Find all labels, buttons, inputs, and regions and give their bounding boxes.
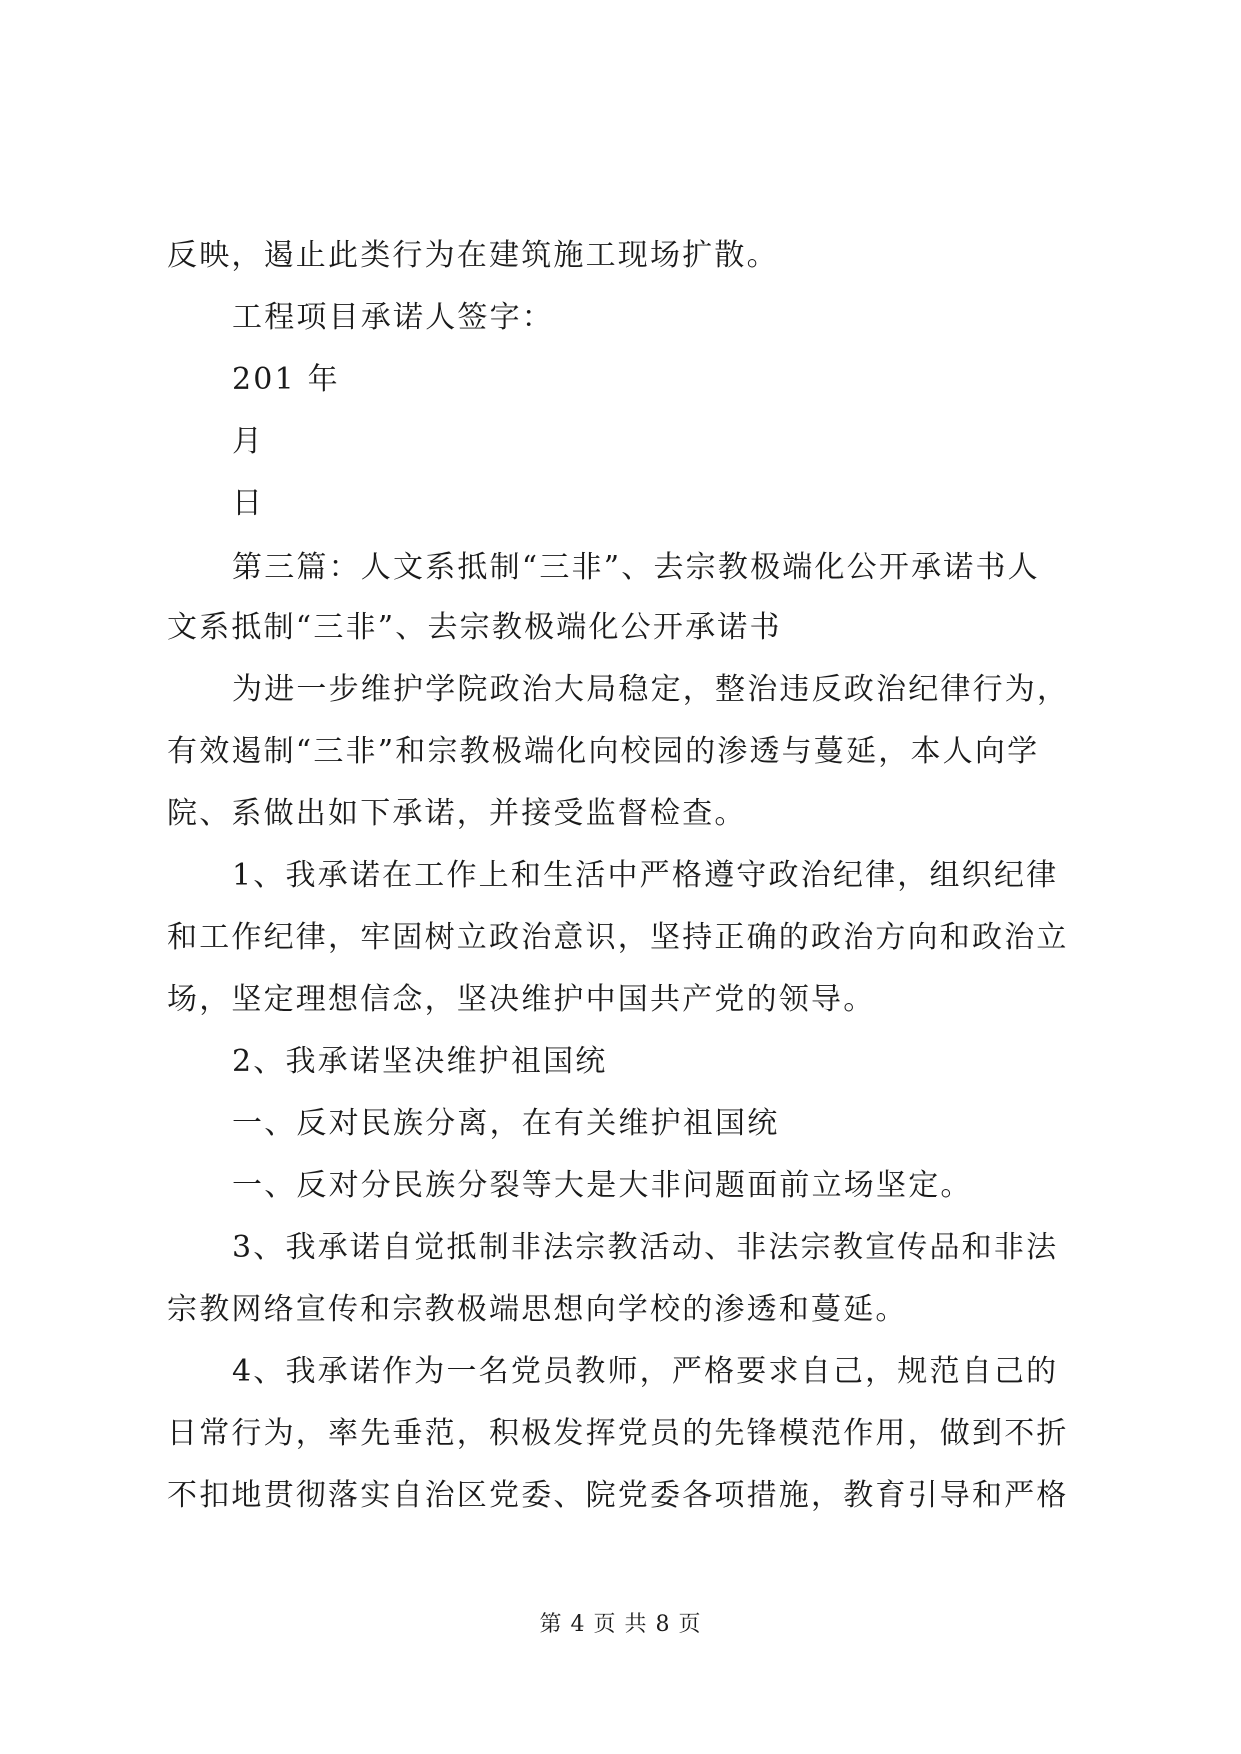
- date-month: 月: [232, 424, 265, 459]
- body-text-line: 院、系做出如下承诺，并接受监督检查。: [167, 796, 747, 831]
- body-text-line: 宗教网络宣传和宗教极端思想向学校的渗透和蔓延。: [167, 1292, 908, 1327]
- body-text-line: 一、反对民族分离，在有关维护祖国统: [232, 1106, 780, 1141]
- body-text-line: 和工作纪律，牢固树立政治意识，坚持正确的政治方向和政治立: [167, 920, 1069, 955]
- signature-label: 工程项目承诺人签字：: [232, 300, 554, 335]
- body-text-line: 一、反对分民族分裂等大是大非问题面前立场坚定。: [232, 1168, 973, 1203]
- body-text-line: 为进一步维护学院政治大局稳定，整治违反政治纪律行为，: [232, 672, 1070, 707]
- body-text-line: 日常行为，率先垂范，积极发挥党员的先锋模范作用，做到不折: [167, 1416, 1069, 1451]
- section-title: 第三篇：人文系抵制“三非”、去宗教极端化公开承诺书人: [232, 550, 1040, 585]
- body-text-line: 有效遏制“三非”和宗教极端化向校园的渗透与蔓延，本人向学: [167, 734, 1040, 769]
- date-year: 201 年: [232, 362, 340, 397]
- body-text-line: 反映，遏止此类行为在建筑施工现场扩散。: [167, 238, 779, 273]
- commitment-item-2: 2、我承诺坚决维护祖国统: [232, 1044, 608, 1079]
- commitment-item-4: 4、我承诺作为一名党员教师，严格要求自己，规范自己的: [232, 1354, 1059, 1389]
- section-title-continued: 文系抵制“三非”、去宗教极端化公开承诺书: [167, 610, 782, 645]
- page-number-footer: 第 4 页 共 8 页: [539, 1612, 702, 1637]
- body-text-line: 不扣地贯彻落实自治区党委、院党委各项措施，教育引导和严格: [167, 1478, 1069, 1513]
- commitment-item-1: 1、我承诺在工作上和生活中严格遵守政治纪律，组织纪律: [232, 858, 1059, 893]
- commitment-item-3: 3、我承诺自觉抵制非法宗教活动、非法宗教宣传品和非法: [232, 1230, 1059, 1265]
- body-text-line: 场，坚定理想信念，坚决维护中国共产党的领导。: [167, 982, 876, 1017]
- date-day: 日: [232, 486, 265, 521]
